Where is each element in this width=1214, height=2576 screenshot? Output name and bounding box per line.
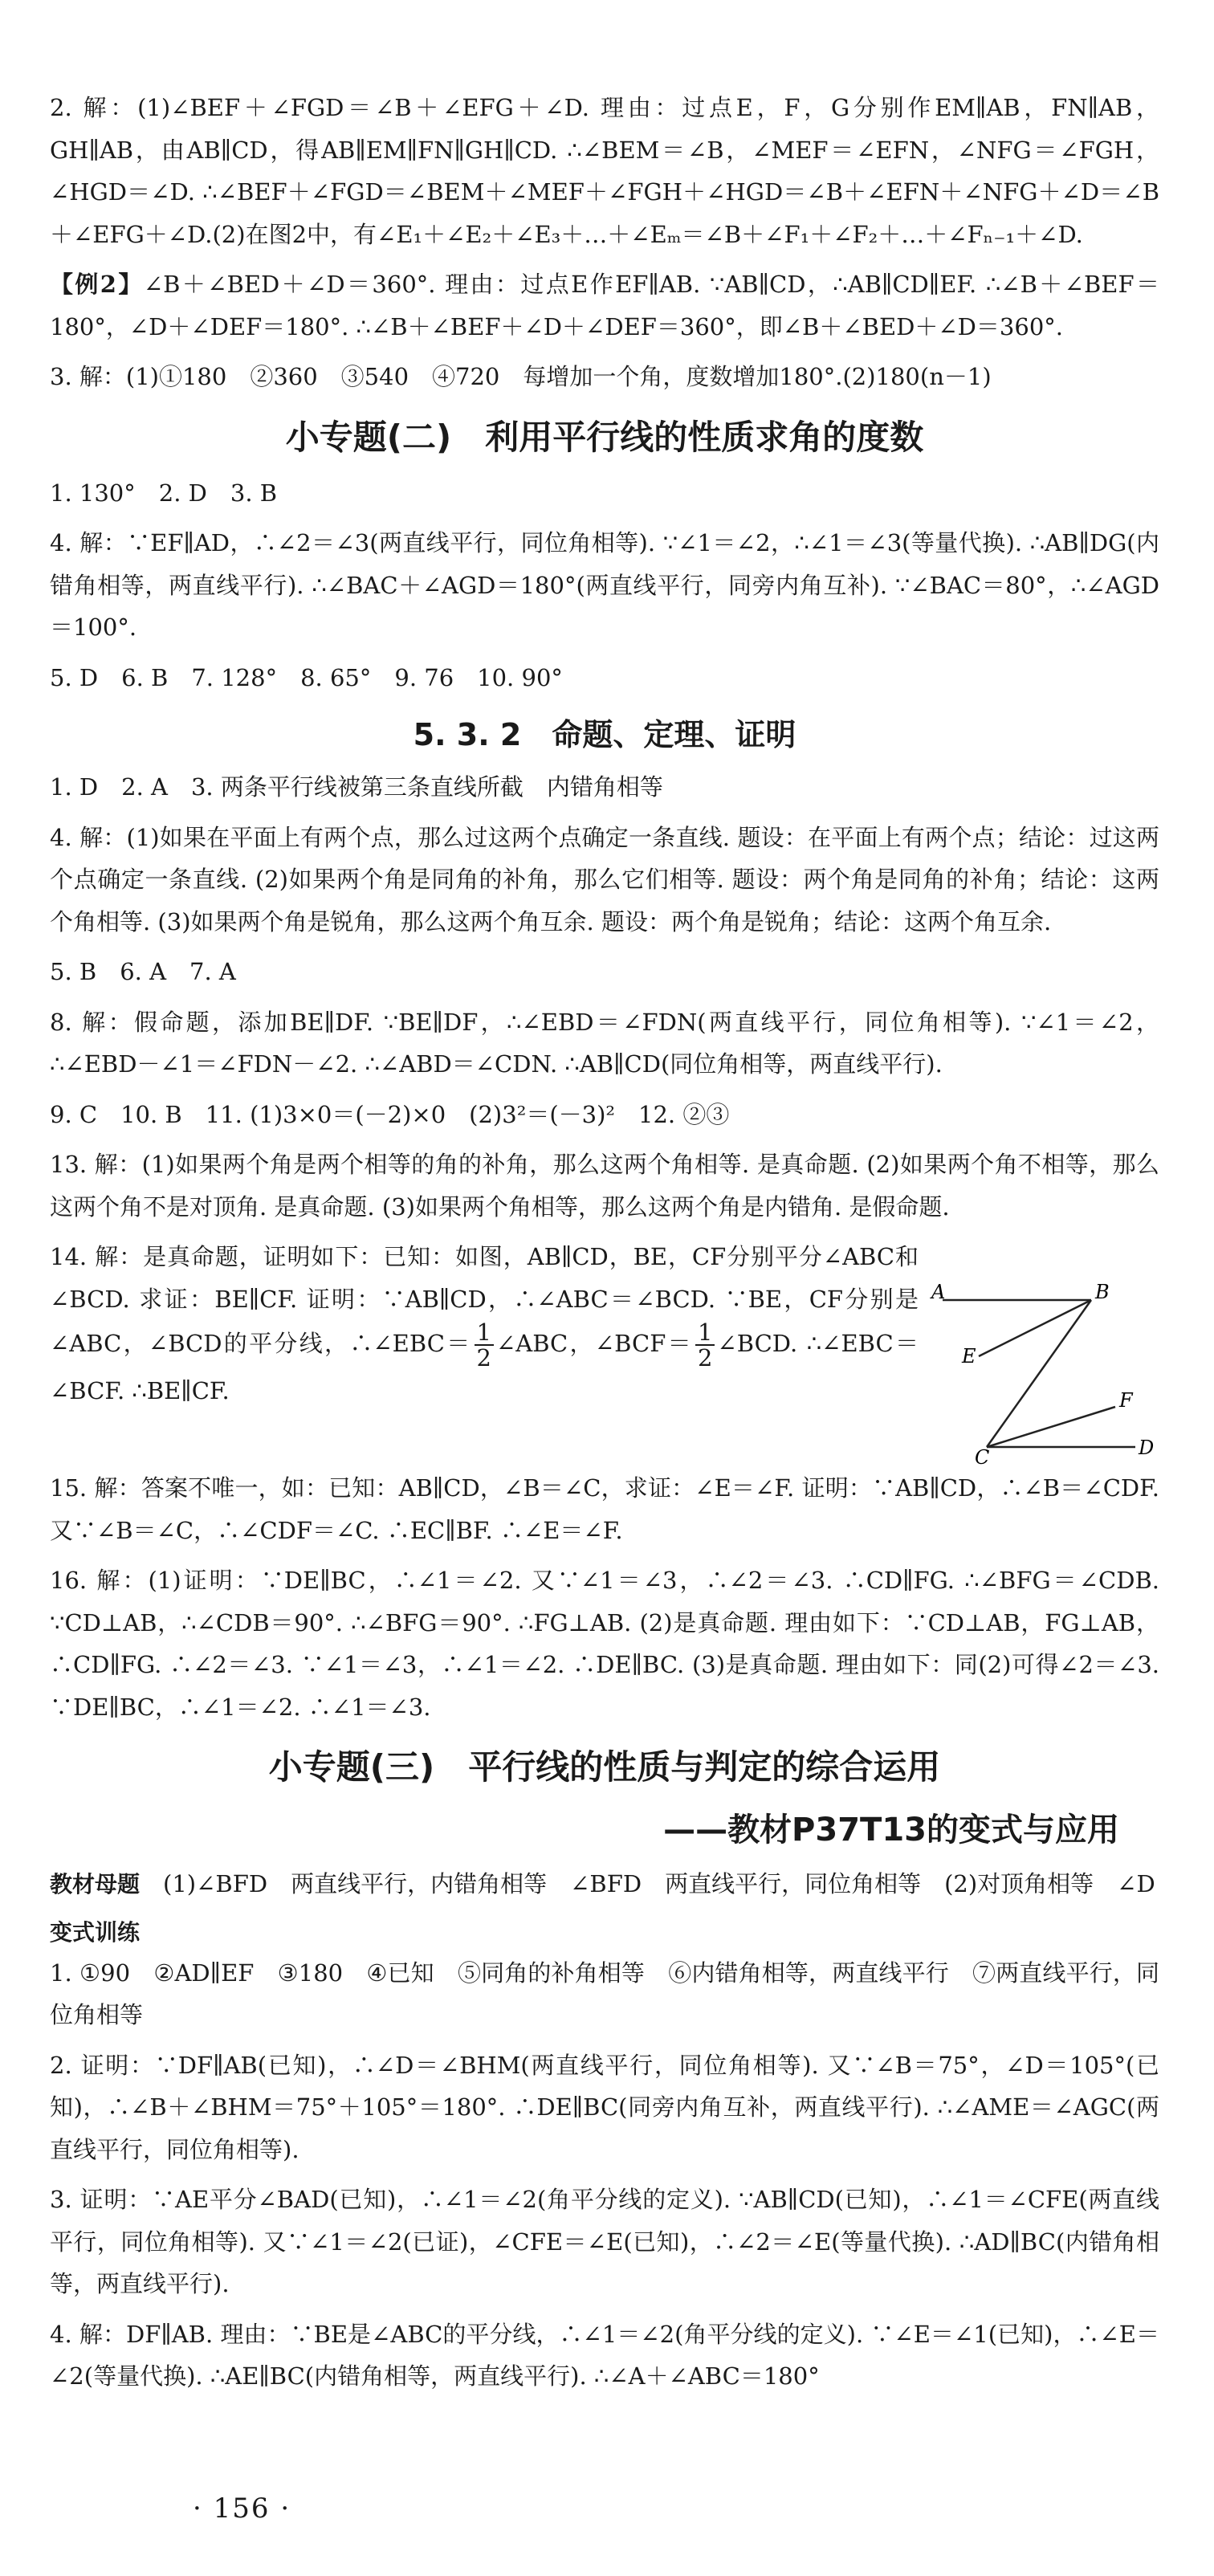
fraction-half [695,1320,715,1370]
section-title-topic-2: 小专题(二) 利用平行线的性质求角的度数 [285,417,924,457]
point-label-c: C [975,1446,990,1467]
example-2 [50,263,1159,348]
answer-14-part-a: 14. 解：是真命题，证明如下：已知：如图，AB∥CD，BE，CF分别平分∠ABC和∠BCD. 求证：BE∥CF. 证明：∵AB∥CD，∴∠ABC＝∠BCD. ∵BE，CF分别是∠ABC，∠BCD的平分线，∴∠EBC＝ [50,1243,919,1357]
fraction-numerator: 1 [695,1320,715,1346]
answer-14-part-c: ∠BCD. ∴∠EBC＝∠BCF. ∴BE∥CF. [50,1330,919,1404]
answer-3: 3. 解：(1)①180 ②360 ③540 ④720 每增加一个角，度数增加180°.(2)180(n－1) [50,363,992,390]
point-label-d: D [1139,1437,1155,1459]
fraction-denominator: 2 [697,1344,713,1372]
point-label-f: F [1119,1389,1133,1412]
section-title-5-3-2: 5. 3. 2 命题、定理、证明 [413,717,796,752]
example-2-text: ∠B＋∠BED＋∠D＝360°. 理由：过点E作EF∥AB. ∵AB∥CD，∴AB∥CD∥EF. ∴∠B＋∠BEF＝180°，∠D＋∠DEF＝180°. ∴∠B＋∠BEF＋∠D＋∠DEF＝360°，即∠B＋∠BED＋∠D＝360°. [50,271,1159,340]
textbook-problem-text: (1)∠BFD 两直线平行，内错角相等 ∠BFD 两直线平行，同位角相等 (2)对顶角相等 ∠D [163,1870,1155,1897]
fraction-denominator: 2 [476,1344,491,1372]
segment-cf [987,1407,1115,1447]
textbook-problem [50,1863,1159,1906]
variant-answer-4: 4. 解：DF∥AB. 理由：∵BE是∠ABC的平分线，∴∠1＝∠2(角平分线的定义). ∵∠E＝∠1(已知)，∴∠E＝∠2(等量代换). ∴AE∥BC(内错角相等，两直线平行). ∴∠A＋∠ABC＝180° [50,2320,1159,2390]
variant-training-label: 变式训练 [50,1918,141,1946]
example-2-label: 【例2】 [50,271,144,298]
segment-be [979,1300,1091,1356]
sec532-answer-8: 8. 解：假命题，添加BE∥DF. ∵BE∥DF，∴∠EBD＝∠FDN(两直线平行，同位角相等). ∵∠1＝∠2，∴∠EBD－∠1＝∠FDN－∠2. ∴∠ABD＝∠CDN. ∴AB∥CD(同位角相等，两直线平行). [50,1008,1160,1078]
variant-answer-2: 2. 证明：∵DF∥AB(已知)，∴∠D＝∠BHM(两直线平行，同位角相等). 又∵∠B＝75°，∠D＝105°(已知)，∴∠B＋∠BHM＝75°＋105°＝180°. ∴DE∥BC(同旁内角互补，两直线平行). ∴∠AME＝∠AGC(两直线平行，同位角相等). [50,2051,1159,2163]
section-subtitle-topic-3: ——教材P37T13的变式与应用 [663,1812,1119,1848]
point-label-b: B [1095,1282,1110,1303]
sec532-answer-4: 4. 解：(1)如果在平面上有两个点，那么过这两个点确定一条直线. 题设：在平面上有两个点；结论：过这两个点确定一条直线. (2)如果两个角是同角的补角，那么它们相等. 题设：两个角是同角的补角；结论：这两个角相等. (3)如果两个角是锐角，那么这两个角互余. 题设：两个角是锐角；结论：这两个角互余. [50,823,1159,935]
sec532-answer-16: 16. 解：(1)证明：∵DE∥BC，∴∠1＝∠2. 又∵∠1＝∠3，∴∠2＝∠3. ∴CD∥FG. ∴∠BFG＝∠CDB. ∵CD⊥AB，∴∠CDB＝90°. ∴∠BFG＝90°. ∴FG⊥AB. (2)是真命题. 理由如下：∵CD⊥AB，FG⊥AB，∴CD∥FG. ∴∠2＝∠3. ∵∠1＝∠3，∴∠1＝∠2. ∴DE∥BC. (3)是真命题. 理由如下：同(2)可得∠2＝∠3. ∵DE∥BC，∴∠1＝∠2. ∴∠1＝∠3. [50,1567,1159,1721]
sec532-answer-13: 13. 解：(1)如果两个角是两个相等的角的补角，那么这两个角相等. 是真命题. (2)如果两个角不相等，那么这两个角不是对顶角. 是真命题. (3)如果两个角相等，那么这两个角是内错角. 是假命题. [50,1151,1159,1221]
variant-answer-1: 1. ①90 ②AD∥EF ③180 ④已知 ⑤同角的补角相等 ⑥内错角相等，两直线平行 ⑦两直线平行，同位角相等 [50,1958,1159,2028]
answer-14-part-b: ∠ABC，∠BCF＝ [495,1330,693,1357]
point-label-e: E [962,1345,976,1367]
topic2-answers-5-10: 5. D 6. B 7. 128° 8. 65° 9. 76 10. 90° [50,663,563,691]
segment-bc [987,1300,1091,1447]
answer-14-text [50,1236,919,1412]
sec532-answers-5-7: 5. B 6. A 7. A [50,958,236,985]
section-title-topic-3: 小专题(三) 平行线的性质与判定的综合运用 [268,1747,941,1787]
sec532-answer-14 [50,1236,1159,1467]
variant-answer-3: 3. 证明：∵AE平分∠BAD(已知)，∴∠1＝∠2(角平分线的定义). ∵AB∥CD(已知)，∴∠1＝∠CFE(两直线平行，同位角相等). 又∵∠1＝∠2(已证)，∠CFE＝∠E(已知)，∴∠2＝∠E(等量代换). ∴AD∥BC(内错角相等，两直线平行). [50,2186,1159,2297]
geometry-figure [927,1282,1159,1467]
sec532-answers-9-12: 9. C 10. B 11. (1)3×0＝(－2)×0 (2)3²＝(－3)² 12. ②③ [50,1100,730,1128]
point-label-a: A [931,1282,946,1303]
fraction-numerator: 1 [475,1320,494,1346]
page-number: · 156 · [193,2492,291,2525]
fraction-half [475,1320,494,1370]
topic2-answer-4: 4. 解：∵EF∥AD，∴∠2＝∠3(两直线平行，同位角相等). ∵∠1＝∠2，∴∠1＝∠3(等量代换). ∴AB∥DG(内错角相等，两直线平行). ∴∠BAC＋∠AGD＝180°(两直线平行，同旁内角互补). ∵∠BAC＝80°，∴∠AGD＝100°. [50,529,1159,641]
answer-2: 2. 解：(1)∠BEF＋∠FGD＝∠B＋∠EFG＋∠D. 理由：过点E，F，G分别作EM∥AB，FN∥AB，GH∥AB，由AB∥CD，得AB∥EM∥FN∥GH∥CD. ∴∠BEM＝∠B，∠MEF＝∠EFN，∠NFG＝∠FGH，∠HGD＝∠D. ∴∠BEF＋∠FGD＝∠BEM＋∠MEF＋∠FGH＋∠HGD＝∠B＋∠EFN＋∠NFG＋∠D＝∠B＋∠EFG＋∠D.(2)在图2中，有∠E₁＋∠E₂＋∠E₃＋…＋∠Eₘ＝∠B＋∠F₁＋∠F₂＋…＋∠Fₙ₋₁＋∠D. [50,94,1159,248]
textbook-problem-label: 教材母题 [50,1871,141,1897]
answer-column [50,87,1159,2406]
sec532-answer-15: 15. 解：答案不唯一，如：已知：AB∥CD，∠B＝∠C，求证：∠E＝∠F. 证明：∵AB∥CD，∴∠B＝∠CDF. 又∵∠B＝∠C，∴∠CDF＝∠C. ∴EC∥BF. ∴∠E＝∠F. [50,1474,1159,1544]
sec532-answers-1-3: 1. D 2. A 3. 两条平行线被第三条直线所截 内错角相等 [50,773,663,801]
topic2-answers-1-3: 1. 130° 2. D 3. B [50,479,278,507]
